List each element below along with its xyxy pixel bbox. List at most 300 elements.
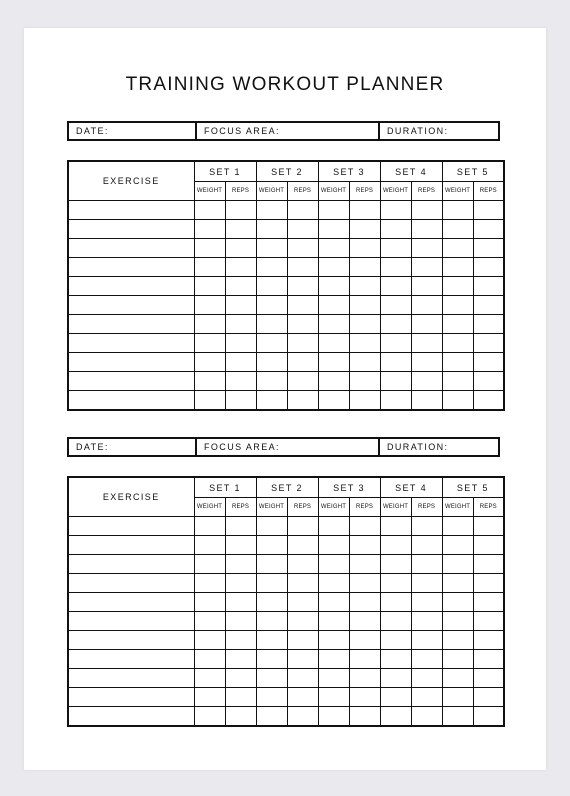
weight-cell[interactable] <box>442 536 473 555</box>
reps-cell[interactable] <box>287 277 318 296</box>
exercise-cell[interactable] <box>68 239 194 258</box>
weight-cell[interactable] <box>318 296 349 315</box>
exercise-cell[interactable] <box>68 669 194 688</box>
weight-cell[interactable] <box>194 593 225 612</box>
reps-header: REPS <box>225 182 256 201</box>
reps-cell[interactable] <box>287 315 318 334</box>
table-row <box>68 334 504 353</box>
reps-cell[interactable] <box>287 353 318 372</box>
reps-cell[interactable] <box>349 612 380 631</box>
weight-cell[interactable] <box>194 631 225 650</box>
reps-cell[interactable] <box>411 688 442 707</box>
reps-cell[interactable] <box>349 296 380 315</box>
reps-cell[interactable] <box>473 574 504 593</box>
weight-cell[interactable] <box>380 707 411 727</box>
session-info-bar-1 <box>67 121 500 141</box>
set-header-3: SET 3 <box>318 477 380 498</box>
table-row <box>68 372 504 391</box>
weight-cell[interactable] <box>380 391 411 411</box>
duration-field[interactable] <box>378 439 498 455</box>
weight-cell[interactable] <box>256 372 287 391</box>
weight-cell[interactable] <box>318 334 349 353</box>
weight-cell[interactable] <box>256 517 287 536</box>
date-field[interactable] <box>69 123 195 139</box>
weight-cell[interactable] <box>256 707 287 727</box>
weight-cell[interactable] <box>194 315 225 334</box>
reps-cell[interactable] <box>349 555 380 574</box>
reps-cell[interactable] <box>287 334 318 353</box>
reps-cell[interactable] <box>225 631 256 650</box>
weight-cell[interactable] <box>318 574 349 593</box>
exercise-cell[interactable] <box>68 593 194 612</box>
weight-cell[interactable] <box>194 296 225 315</box>
reps-cell[interactable] <box>349 334 380 353</box>
duration-field[interactable] <box>378 123 498 139</box>
weight-cell[interactable] <box>318 631 349 650</box>
weight-cell[interactable] <box>380 334 411 353</box>
reps-header: REPS <box>349 498 380 517</box>
weight-header: WEIGHT <box>194 182 225 201</box>
reps-cell[interactable] <box>473 372 504 391</box>
reps-cell[interactable] <box>225 612 256 631</box>
exercise-cell[interactable] <box>68 296 194 315</box>
table-row <box>68 536 504 555</box>
weight-cell[interactable] <box>380 631 411 650</box>
weight-cell[interactable] <box>442 220 473 239</box>
weight-header: WEIGHT <box>194 498 225 517</box>
reps-cell[interactable] <box>473 258 504 277</box>
weight-cell[interactable] <box>318 201 349 220</box>
weight-cell[interactable] <box>256 593 287 612</box>
reps-cell[interactable] <box>473 517 504 536</box>
weight-cell[interactable] <box>194 391 225 411</box>
reps-cell[interactable] <box>349 353 380 372</box>
reps-cell[interactable] <box>287 688 318 707</box>
reps-cell[interactable] <box>225 517 256 536</box>
reps-cell[interactable] <box>349 315 380 334</box>
set-header-3: SET 3 <box>318 161 380 182</box>
weight-cell[interactable] <box>380 296 411 315</box>
reps-cell[interactable] <box>411 650 442 669</box>
reps-cell[interactable] <box>287 631 318 650</box>
reps-cell[interactable] <box>225 334 256 353</box>
weight-cell[interactable] <box>380 688 411 707</box>
exercise-cell[interactable] <box>68 391 194 411</box>
reps-cell[interactable] <box>473 391 504 411</box>
reps-cell[interactable] <box>473 334 504 353</box>
reps-cell[interactable] <box>287 574 318 593</box>
weight-cell[interactable] <box>442 612 473 631</box>
reps-cell[interactable] <box>287 669 318 688</box>
reps-cell[interactable] <box>473 631 504 650</box>
duration-label: DURATION: <box>387 442 449 452</box>
weight-cell[interactable] <box>318 220 349 239</box>
reps-cell[interactable] <box>349 593 380 612</box>
reps-cell[interactable] <box>411 593 442 612</box>
weight-cell[interactable] <box>194 258 225 277</box>
weight-cell[interactable] <box>256 555 287 574</box>
exercise-cell[interactable] <box>68 574 194 593</box>
reps-cell[interactable] <box>349 631 380 650</box>
reps-cell[interactable] <box>473 201 504 220</box>
table-row <box>68 315 504 334</box>
weight-cell[interactable] <box>442 593 473 612</box>
reps-cell[interactable] <box>225 239 256 258</box>
weight-cell[interactable] <box>442 688 473 707</box>
weight-cell[interactable] <box>318 669 349 688</box>
exercise-cell[interactable] <box>68 353 194 372</box>
weight-cell[interactable] <box>380 574 411 593</box>
weight-cell[interactable] <box>442 650 473 669</box>
weight-cell[interactable] <box>380 315 411 334</box>
reps-cell[interactable] <box>411 391 442 411</box>
reps-header: REPS <box>473 498 504 517</box>
session-info-bar-2 <box>67 437 500 457</box>
weight-cell[interactable] <box>194 707 225 727</box>
exercise-cell[interactable] <box>68 650 194 669</box>
weight-cell[interactable] <box>194 353 225 372</box>
reps-cell[interactable] <box>411 334 442 353</box>
reps-cell[interactable] <box>473 220 504 239</box>
weight-cell[interactable] <box>318 555 349 574</box>
reps-cell[interactable] <box>411 517 442 536</box>
weight-cell[interactable] <box>194 688 225 707</box>
reps-cell[interactable] <box>225 353 256 372</box>
weight-cell[interactable] <box>380 517 411 536</box>
weight-cell[interactable] <box>318 277 349 296</box>
reps-cell[interactable] <box>473 277 504 296</box>
table-row <box>68 201 504 220</box>
reps-cell[interactable] <box>349 688 380 707</box>
weight-cell[interactable] <box>380 612 411 631</box>
reps-cell[interactable] <box>411 612 442 631</box>
set-header-1: SET 1 <box>194 161 256 182</box>
reps-cell[interactable] <box>411 574 442 593</box>
weight-cell[interactable] <box>194 669 225 688</box>
reps-cell[interactable] <box>225 650 256 669</box>
weight-cell[interactable] <box>380 277 411 296</box>
exercise-cell[interactable] <box>68 372 194 391</box>
page-title: TRAINING WORKOUT PLANNER <box>125 74 445 95</box>
weight-cell[interactable] <box>318 650 349 669</box>
reps-cell[interactable] <box>287 612 318 631</box>
set-header-2: SET 2 <box>256 161 318 182</box>
focus-area-field[interactable] <box>195 439 378 455</box>
reps-cell[interactable] <box>473 296 504 315</box>
weight-cell[interactable] <box>194 536 225 555</box>
reps-cell[interactable] <box>411 536 442 555</box>
reps-cell[interactable] <box>225 258 256 277</box>
table-row <box>68 258 504 277</box>
focus-area-field[interactable] <box>195 123 378 139</box>
weight-header: WEIGHT <box>380 498 411 517</box>
reps-header: REPS <box>287 498 318 517</box>
weight-cell[interactable] <box>194 650 225 669</box>
planner-sheet <box>24 28 546 770</box>
weight-cell[interactable] <box>442 391 473 411</box>
weight-cell[interactable] <box>194 612 225 631</box>
reps-header: REPS <box>473 182 504 201</box>
exercise-cell[interactable] <box>68 555 194 574</box>
weight-cell[interactable] <box>442 258 473 277</box>
reps-cell[interactable] <box>225 277 256 296</box>
reps-cell[interactable] <box>411 277 442 296</box>
reps-cell[interactable] <box>411 631 442 650</box>
weight-cell[interactable] <box>318 536 349 555</box>
reps-header: REPS <box>287 182 318 201</box>
reps-cell[interactable] <box>349 239 380 258</box>
exercise-cell[interactable] <box>68 612 194 631</box>
workout-table-1 <box>67 160 505 411</box>
reps-cell[interactable] <box>473 315 504 334</box>
reps-cell[interactable] <box>287 220 318 239</box>
reps-cell[interactable] <box>411 353 442 372</box>
reps-cell[interactable] <box>411 372 442 391</box>
reps-cell[interactable] <box>225 707 256 727</box>
weight-cell[interactable] <box>194 277 225 296</box>
weight-header: WEIGHT <box>442 498 473 517</box>
weight-cell[interactable] <box>442 669 473 688</box>
weight-cell[interactable] <box>380 239 411 258</box>
reps-cell[interactable] <box>225 391 256 411</box>
table-row <box>68 593 504 612</box>
reps-cell[interactable] <box>225 372 256 391</box>
weight-cell[interactable] <box>256 688 287 707</box>
reps-cell[interactable] <box>225 315 256 334</box>
weight-header: WEIGHT <box>256 498 287 517</box>
exercise-cell[interactable] <box>68 277 194 296</box>
reps-cell[interactable] <box>349 201 380 220</box>
weight-cell[interactable] <box>380 353 411 372</box>
weight-cell[interactable] <box>194 334 225 353</box>
exercise-cell[interactable] <box>68 201 194 220</box>
reps-cell[interactable] <box>225 669 256 688</box>
weight-cell[interactable] <box>256 650 287 669</box>
weight-cell[interactable] <box>442 372 473 391</box>
reps-cell[interactable] <box>287 296 318 315</box>
reps-cell[interactable] <box>411 669 442 688</box>
workout-table-2 <box>67 476 505 727</box>
duration-label: DURATION: <box>387 126 449 136</box>
weight-header: WEIGHT <box>256 182 287 201</box>
exercise-cell[interactable] <box>68 220 194 239</box>
reps-cell[interactable] <box>349 391 380 411</box>
weight-cell[interactable] <box>380 201 411 220</box>
reps-cell[interactable] <box>473 536 504 555</box>
reps-cell[interactable] <box>287 201 318 220</box>
weight-cell[interactable] <box>256 258 287 277</box>
weight-cell[interactable] <box>194 201 225 220</box>
exercise-cell[interactable] <box>68 315 194 334</box>
reps-cell[interactable] <box>225 574 256 593</box>
reps-cell[interactable] <box>349 277 380 296</box>
table-row <box>68 669 504 688</box>
reps-cell[interactable] <box>349 517 380 536</box>
weight-cell[interactable] <box>442 315 473 334</box>
reps-cell[interactable] <box>287 239 318 258</box>
date-field[interactable] <box>69 439 195 455</box>
weight-header: WEIGHT <box>318 182 349 201</box>
weight-cell[interactable] <box>442 201 473 220</box>
reps-cell[interactable] <box>287 391 318 411</box>
reps-cell[interactable] <box>411 555 442 574</box>
weight-cell[interactable] <box>256 315 287 334</box>
weight-cell[interactable] <box>194 220 225 239</box>
reps-cell[interactable] <box>411 315 442 334</box>
weight-cell[interactable] <box>318 391 349 411</box>
weight-cell[interactable] <box>256 391 287 411</box>
reps-cell[interactable] <box>473 612 504 631</box>
exercise-cell[interactable] <box>68 517 194 536</box>
focus-area-label: FOCUS AREA: <box>204 126 280 136</box>
set-header-1: SET 1 <box>194 477 256 498</box>
exercise-cell[interactable] <box>68 688 194 707</box>
weight-cell[interactable] <box>256 201 287 220</box>
reps-cell[interactable] <box>473 650 504 669</box>
reps-cell[interactable] <box>473 707 504 727</box>
reps-cell[interactable] <box>287 536 318 555</box>
set-header-2: SET 2 <box>256 477 318 498</box>
reps-cell[interactable] <box>349 669 380 688</box>
weight-cell[interactable] <box>194 574 225 593</box>
weight-cell[interactable] <box>380 536 411 555</box>
weight-cell[interactable] <box>318 239 349 258</box>
weight-cell[interactable] <box>442 277 473 296</box>
weight-cell[interactable] <box>194 517 225 536</box>
table-row <box>68 517 504 536</box>
reps-cell[interactable] <box>349 372 380 391</box>
weight-cell[interactable] <box>380 650 411 669</box>
weight-cell[interactable] <box>194 372 225 391</box>
table-row <box>68 612 504 631</box>
weight-cell[interactable] <box>194 239 225 258</box>
reps-cell[interactable] <box>349 536 380 555</box>
reps-cell[interactable] <box>225 555 256 574</box>
weight-cell[interactable] <box>318 612 349 631</box>
weight-cell[interactable] <box>256 669 287 688</box>
reps-cell[interactable] <box>287 258 318 277</box>
reps-cell[interactable] <box>473 555 504 574</box>
reps-cell[interactable] <box>225 688 256 707</box>
weight-cell[interactable] <box>442 707 473 727</box>
weight-cell[interactable] <box>442 353 473 372</box>
reps-cell[interactable] <box>287 555 318 574</box>
weight-cell[interactable] <box>256 574 287 593</box>
weight-cell[interactable] <box>256 277 287 296</box>
table-row <box>68 688 504 707</box>
exercise-cell[interactable] <box>68 707 194 727</box>
weight-cell[interactable] <box>318 315 349 334</box>
weight-cell[interactable] <box>256 239 287 258</box>
weight-cell[interactable] <box>256 296 287 315</box>
table-row <box>68 391 504 411</box>
weight-cell[interactable] <box>380 593 411 612</box>
reps-cell[interactable] <box>287 372 318 391</box>
weight-cell[interactable] <box>380 372 411 391</box>
weight-cell[interactable] <box>318 372 349 391</box>
reps-cell[interactable] <box>349 707 380 727</box>
reps-cell[interactable] <box>225 593 256 612</box>
weight-cell[interactable] <box>318 593 349 612</box>
reps-header: REPS <box>411 498 442 517</box>
reps-cell[interactable] <box>287 593 318 612</box>
reps-cell[interactable] <box>473 239 504 258</box>
focus-area-label: FOCUS AREA: <box>204 442 280 452</box>
exercise-cell[interactable] <box>68 631 194 650</box>
reps-cell[interactable] <box>349 650 380 669</box>
table-row <box>68 574 504 593</box>
reps-cell[interactable] <box>349 220 380 239</box>
weight-cell[interactable] <box>318 688 349 707</box>
weight-cell[interactable] <box>442 574 473 593</box>
weight-cell[interactable] <box>318 258 349 277</box>
table-row <box>68 239 504 258</box>
weight-cell[interactable] <box>380 258 411 277</box>
reps-cell[interactable] <box>411 258 442 277</box>
table-row <box>68 296 504 315</box>
weight-cell[interactable] <box>318 517 349 536</box>
reps-header: REPS <box>225 498 256 517</box>
weight-cell[interactable] <box>442 631 473 650</box>
weight-cell[interactable] <box>318 353 349 372</box>
reps-cell[interactable] <box>473 593 504 612</box>
reps-cell[interactable] <box>473 688 504 707</box>
reps-cell[interactable] <box>349 258 380 277</box>
weight-cell[interactable] <box>256 334 287 353</box>
reps-cell[interactable] <box>411 220 442 239</box>
exercise-header: EXERCISE <box>68 477 194 517</box>
reps-cell[interactable] <box>411 239 442 258</box>
weight-cell[interactable] <box>442 555 473 574</box>
table-row <box>68 220 504 239</box>
weight-cell[interactable] <box>256 220 287 239</box>
weight-cell[interactable] <box>194 555 225 574</box>
weight-cell[interactable] <box>442 517 473 536</box>
weight-cell[interactable] <box>256 353 287 372</box>
reps-cell[interactable] <box>225 536 256 555</box>
exercise-cell[interactable] <box>68 258 194 277</box>
weight-cell[interactable] <box>256 631 287 650</box>
reps-cell[interactable] <box>225 220 256 239</box>
weight-cell[interactable] <box>380 220 411 239</box>
weight-cell[interactable] <box>442 296 473 315</box>
reps-cell[interactable] <box>287 517 318 536</box>
reps-cell[interactable] <box>473 669 504 688</box>
reps-cell[interactable] <box>225 296 256 315</box>
exercise-header: EXERCISE <box>68 161 194 201</box>
exercise-cell[interactable] <box>68 536 194 555</box>
reps-cell[interactable] <box>411 296 442 315</box>
reps-cell[interactable] <box>349 574 380 593</box>
table-row <box>68 555 504 574</box>
weight-cell[interactable] <box>256 536 287 555</box>
weight-cell[interactable] <box>442 239 473 258</box>
reps-cell[interactable] <box>225 201 256 220</box>
table-row <box>68 631 504 650</box>
weight-cell[interactable] <box>380 669 411 688</box>
weight-cell[interactable] <box>318 707 349 727</box>
reps-cell[interactable] <box>287 707 318 727</box>
reps-cell[interactable] <box>411 201 442 220</box>
reps-cell[interactable] <box>473 353 504 372</box>
exercise-cell[interactable] <box>68 334 194 353</box>
weight-cell[interactable] <box>256 612 287 631</box>
weight-cell[interactable] <box>442 334 473 353</box>
weight-cell[interactable] <box>380 555 411 574</box>
weight-header: WEIGHT <box>318 498 349 517</box>
reps-cell[interactable] <box>287 650 318 669</box>
reps-cell[interactable] <box>411 707 442 727</box>
